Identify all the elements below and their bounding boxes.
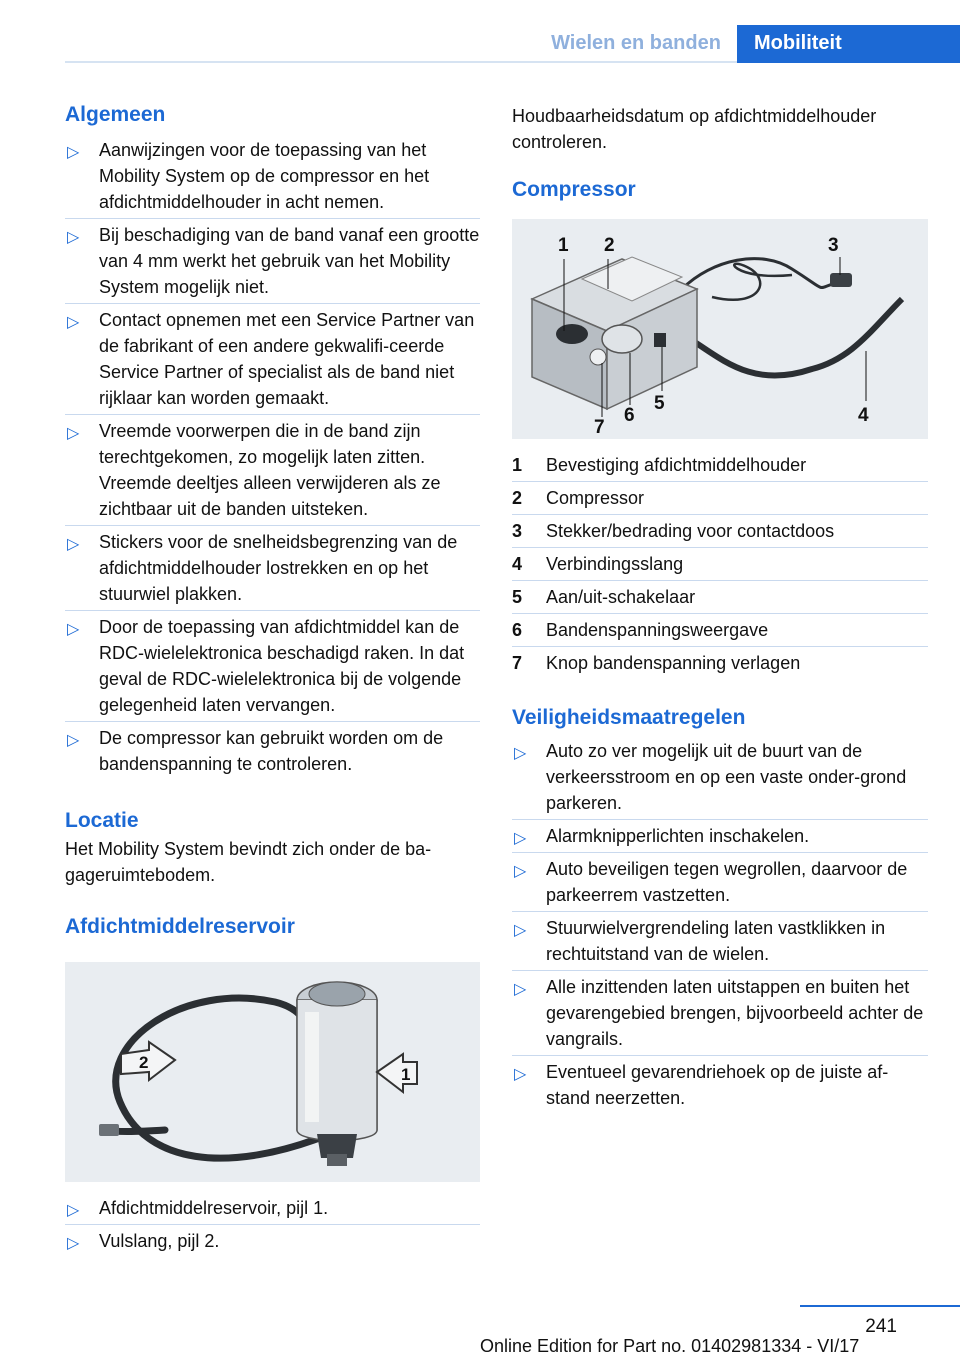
pressure-gauge-icon (602, 325, 642, 353)
list-item: ▷ De compressor kan gebruikt worden om de bandenspanning te controleren. (65, 721, 480, 780)
arrow-1-icon (377, 1054, 417, 1092)
list-item: 2 Compressor (512, 481, 928, 514)
list-item: ▷ Door de toepassing van afdichtmiddel kan de RDC-wielelektronica beschadigd raken. In dat geval de RDC-wielelektronica bij de volgende gelegenheid laten vervangen. (65, 610, 480, 721)
compressor-image (512, 219, 928, 439)
triangle-bullet-icon: ▷ (67, 1202, 80, 1219)
triangle-bullet-icon: ▷ (514, 981, 527, 998)
svg-text:1: 1 (401, 1065, 411, 1084)
switch-icon (654, 333, 666, 347)
svg-text:2: 2 (139, 1053, 149, 1072)
list-item: ▷ Eventueel gevarendriehoek op de juiste af‐stand neerzetten. (512, 1055, 928, 1114)
heading-compressor: Compressor (512, 178, 636, 201)
triangle-bullet-icon: ▷ (514, 922, 527, 939)
list-item: 7 Knop bandenspanning verlagen (512, 646, 928, 679)
locatie-text: Het Mobility System bevindt zich onder de ba‐gageruimtebodem. (65, 839, 432, 885)
compressor-parts-list (512, 449, 928, 679)
triangle-bullet-icon: ▷ (67, 732, 80, 749)
callout-4: 4 (858, 405, 869, 426)
right-column (512, 100, 928, 1114)
list-item: 6 Bandenspanningsweergave (512, 613, 928, 646)
safety-list (512, 735, 928, 1114)
list-item: ▷ Auto beveiligen tegen wegrollen, daarvoor de parkeerrem vastzetten. (512, 852, 928, 911)
footer-rule (800, 1305, 960, 1307)
hose-connector-icon (99, 1124, 119, 1136)
list-item: ▷ Stuurwielvergrendeling laten vastklikken in rechtuitstand van de wielen. (512, 911, 928, 970)
left-column (65, 100, 480, 1257)
list-item: ▷ Vulslang, pijl 2. (65, 1224, 480, 1257)
triangle-bullet-icon: ▷ (514, 830, 527, 847)
triangle-bullet-icon: ▷ (67, 621, 80, 638)
sealant-reservoir-image (65, 962, 480, 1182)
algemeen-list (65, 134, 480, 780)
list-item: ▷ Afdichtmiddelreservoir, pijl 1. (65, 1192, 480, 1224)
callout-1: 1 (558, 235, 569, 256)
triangle-bullet-icon: ▷ (514, 745, 527, 762)
section-tab[interactable]: Wielen en banden (551, 32, 721, 54)
triangle-bullet-icon: ▷ (67, 536, 80, 553)
list-item: ▷ Alle inzittenden laten uitstappen en buiten het gevarengebied brengen, bijvoorbeeld achter de vangrails. (512, 970, 928, 1055)
heading-veiligheid: Veiligheidsmaatregelen (512, 706, 746, 729)
list-item: 1 Bevestiging afdichtmiddelhouder (512, 455, 807, 475)
heading-reservoir: Afdichtmiddelreservoir (65, 915, 295, 938)
callout-7: 7 (594, 417, 605, 438)
list-item: ▷ Bij beschadiging van de band vanaf een grootte van 4 mm werkt het gebruik van het Mobility System mogelijk niet. (65, 218, 480, 303)
callout-6: 6 (624, 405, 635, 426)
triangle-bullet-icon: ▷ (67, 425, 80, 442)
callout-5: 5 (654, 393, 665, 414)
reservoir-illustration (65, 962, 480, 1182)
chapter-tab[interactable]: Mobiliteit (737, 25, 960, 63)
plug-icon (830, 273, 852, 287)
list-item: ▷ Aanwijzingen voor de toepassing van het Mobility System op de compressor en het afdichtmiddelhouder in acht nemen. (67, 140, 430, 212)
list-item: 3 Stekker/bedrading voor contactdoos (512, 514, 928, 547)
triangle-bullet-icon: ▷ (514, 863, 527, 880)
list-item: ▷ Contact opnemen met een Service Partner van de fabrikant of een andere gekwalifi‐ceerde Service Partner of specialist als de band niet rijklaar kan worden gemaakt. (65, 303, 480, 414)
list-item: 5 Aan/uit-schakelaar (512, 580, 928, 613)
triangle-bullet-icon: ▷ (67, 229, 80, 246)
compressor-illustration (512, 219, 928, 439)
edition-text: Online Edition for Part no. 01402981334 - VI/17 (480, 1336, 860, 1356)
triangle-bullet-icon: ▷ (67, 314, 80, 331)
reservoir-list (65, 1192, 480, 1257)
heading-locatie: Locatie (65, 809, 139, 832)
list-item: ▷ Stickers voor de snelheidsbegrenzing van de afdichtmiddelhouder lostrekken en op het stuurwiel plakken. (65, 525, 480, 610)
triangle-bullet-icon: ▷ (67, 144, 80, 161)
list-item: ▷ Auto zo ver mogelijk uit de buurt van de verkeersstroom en op een vaste onder‐grond parkeren. (514, 741, 907, 813)
callout-3: 3 (828, 235, 839, 256)
page-number: 241 (865, 1316, 897, 1337)
list-item: 4 Verbindingsslang (512, 547, 928, 580)
list-item: ▷ Vreemde voorwerpen die in de band zijn terechtgekomen, zo mogelijk laten zitten. Vreemde deeltjes alleen verwijderen als ze zichtbaar uit de banden uitsteken. (65, 414, 480, 525)
intro-text: Houdbaarheidsdatum op afdichtmiddelhouder controleren. (512, 106, 877, 152)
triangle-bullet-icon: ▷ (514, 1066, 527, 1083)
callout-2: 2 (604, 235, 615, 256)
triangle-bullet-icon: ▷ (67, 1235, 80, 1252)
list-item: ▷ Alarmknipperlichten inschakelen. (512, 819, 928, 852)
heading-algemeen: Algemeen (65, 103, 166, 126)
